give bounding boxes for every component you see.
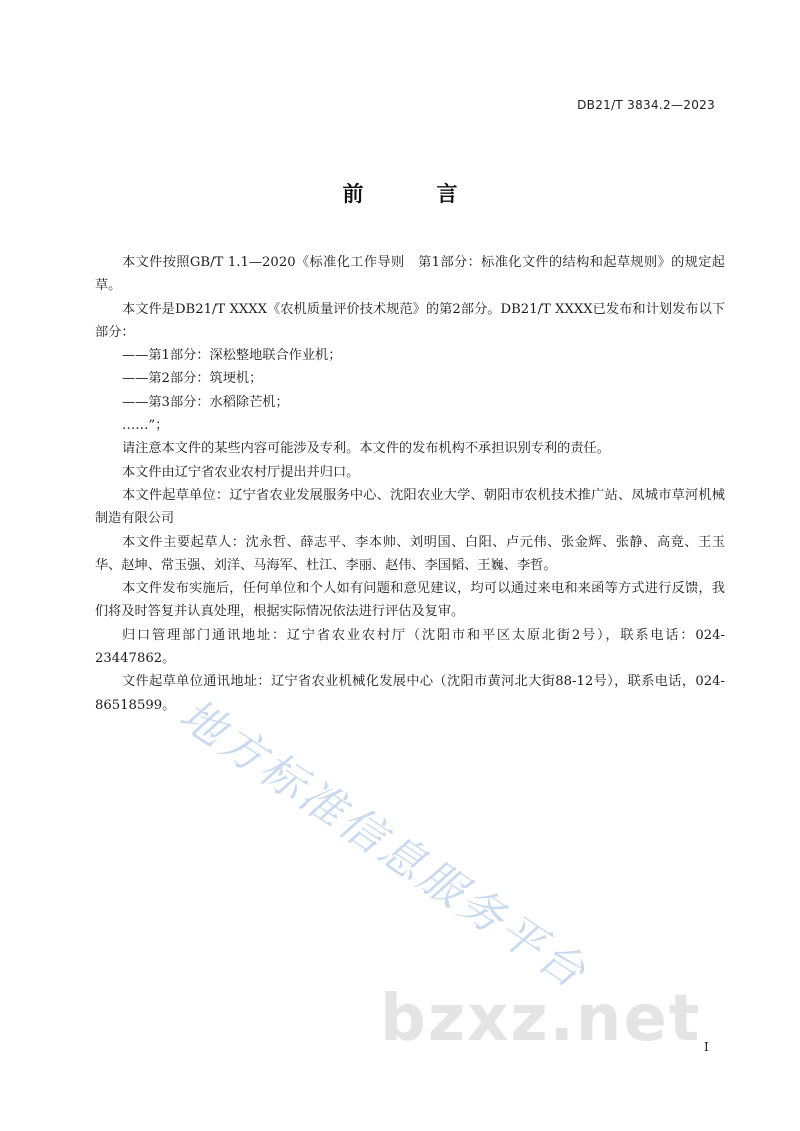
foreword-body xyxy=(95,251,725,717)
paragraph: 文件起草单位通讯地址：辽宁省农业机械化发展中心（沈阳市黄河北大街88-12号），联系电话，024-86518599。 xyxy=(95,674,725,713)
page-title: 前 言 xyxy=(342,182,484,206)
paragraph: 归口管理部门通讯地址：辽宁省农业农村厅（沈阳市和平区太原北街2号），联系电话：024-23447862。 xyxy=(95,627,725,667)
paragraph: 本文件主要起草人：沈永哲、薛志平、李本帅、刘明国、白阳、卢元伟、张金辉、张静、高竟、王玉华、赵坤、常玉强、刘洋、马海军、杜江、李丽、赵伟、李国韬、王巍、李哲。 xyxy=(95,534,725,573)
paragraph: 本文件是DB21/T XXXX《农机质量评价技术规范》的第2部分。DB21/T XXXX已发布和计划发布以下部分： xyxy=(95,301,725,340)
list-item: ——第2部分：筑埂机； xyxy=(122,371,263,387)
list-item: ——第3部分：水稻除芒机； xyxy=(122,394,289,410)
paragraph: 请注意本文件的某些内容可能涉及专利。本文件的发布机构不承担识别专利的责任。 xyxy=(122,441,610,457)
list-item: ……”； xyxy=(122,418,169,434)
page-number: I xyxy=(704,1040,709,1054)
watermark-url: bzxz.net xyxy=(380,982,702,1056)
paragraph: 本文件起草单位：辽宁省农业发展服务中心、沈阳农业大学、朝阳市农机技术推广站、凤城市草河机械制造有限公司 xyxy=(95,487,725,527)
paragraph: 本文件按照GB/T 1.1—2020《标准化工作导则 第1部分：标准化文件的结构和起草规则》的规定起草。 xyxy=(95,255,725,294)
list-item: ——第1部分：深松整地联合作业机； xyxy=(122,348,342,364)
document-code: DB21/T 3834.2—2023 xyxy=(577,98,715,112)
paragraph: 本文件由辽宁省农业农村厅提出并归口。 xyxy=(122,464,360,480)
watermark-chinese: 地方标准信息服务平台 xyxy=(170,689,597,1000)
paragraph: 本文件发布实施后，任何单位和个人如有问题和意见建议，均可以通过来电和来函等方式进行反馈，我们将及时答复并认真处理，根据实际情况依法进行评估及复审。 xyxy=(95,581,725,620)
